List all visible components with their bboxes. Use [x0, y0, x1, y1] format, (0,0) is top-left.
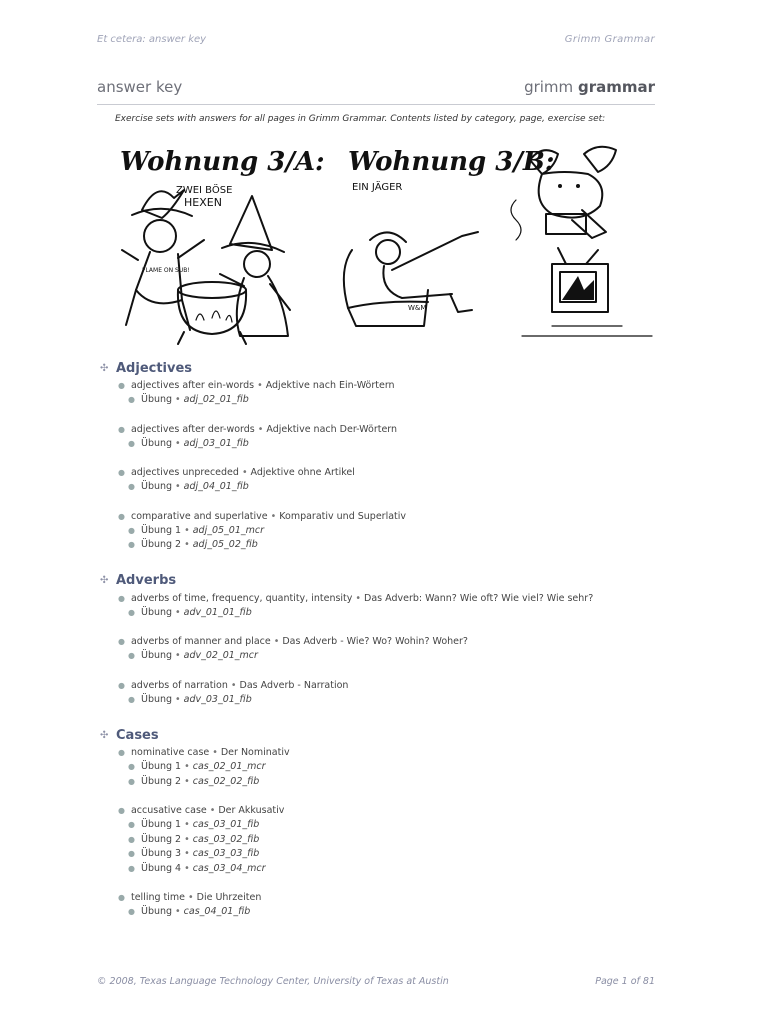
topic-german-link[interactable]: Das Adverb - Narration — [239, 679, 349, 691]
bullet-icon: ● — [128, 820, 135, 829]
separator-dot-icon: • — [175, 606, 181, 618]
separator-dot-icon: • — [184, 833, 190, 845]
topic-line — [118, 803, 656, 818]
bullet-icon: ● — [128, 907, 135, 916]
exercise-item[interactable] — [128, 833, 656, 848]
exercise-label[interactable]: Übung — [140, 650, 173, 661]
bullet-icon: ● — [118, 748, 125, 757]
intro-text: Exercise sets with answers for all pages in Grimm Grammar. Contents listed by category, page, exercise set: — [115, 114, 606, 124]
separator-dot-icon: • — [175, 650, 181, 661]
topic-line — [118, 591, 656, 606]
exercise-label[interactable]: Übung 1 — [140, 819, 182, 830]
exercise-item[interactable] — [128, 862, 656, 877]
artist-signature: W&M — [408, 304, 427, 312]
contents-list — [100, 358, 656, 938]
category-adjectives — [100, 358, 656, 553]
witch-left-drawing — [122, 190, 204, 330]
exercise-item[interactable] — [128, 524, 656, 539]
exercise-code[interactable]: cas_03_04_mcr — [192, 862, 266, 874]
separator-dot-icon: • — [188, 892, 194, 903]
exercise-item[interactable] — [128, 437, 656, 452]
exercise-label[interactable]: Übung — [140, 693, 173, 705]
separator-dot-icon: • — [175, 481, 181, 492]
exercise-code[interactable]: adj_05_01_mcr — [192, 524, 265, 536]
exercise-item[interactable] — [128, 847, 656, 862]
bullet-icon: ● — [128, 834, 135, 844]
bullet-icon: ● — [128, 525, 135, 535]
separator-dot-icon: • — [270, 510, 277, 522]
topic-item — [118, 422, 656, 452]
topic-german-link[interactable]: Der Nominativ — [220, 747, 290, 758]
exercise-code[interactable]: cas_02_02_fib — [192, 775, 260, 787]
category-heading — [100, 725, 656, 745]
topic-english-link[interactable]: comparative and superlative — [130, 510, 268, 522]
copyright-text: © 2008, Texas Language Technology Center, University of Texas at Austin — [97, 976, 449, 987]
topic-line — [118, 509, 656, 524]
topic-german-link[interactable]: Adjektive ohne Artikel — [250, 467, 355, 478]
bullet-icon: ● — [118, 511, 125, 521]
exercise-item[interactable] — [128, 649, 656, 664]
separator-dot-icon: • — [175, 693, 181, 705]
topic-line — [118, 745, 656, 760]
exercise-code[interactable]: cas_03_01_fib — [192, 819, 260, 830]
exercise-item[interactable] — [128, 606, 656, 621]
running-header — [97, 34, 655, 45]
bullet-icon: ● — [128, 776, 135, 786]
exercise-code[interactable]: adv_01_01_fib — [183, 606, 252, 618]
bullet-icon: ● — [128, 651, 135, 660]
topic-english-link[interactable]: adjectives after ein-words — [130, 380, 255, 391]
topic-line — [118, 422, 656, 437]
topic-german-link[interactable]: Das Adverb: Wann? Wie oft? Wie viel? Wie sehr? — [364, 592, 594, 604]
cartoon-illustration — [112, 140, 656, 345]
category-heading — [100, 358, 656, 378]
bullet-icon: ● — [128, 482, 135, 491]
category-cases — [100, 725, 656, 920]
bullet-icon: ● — [118, 468, 125, 477]
exercise-code[interactable]: cas_03_03_fib — [192, 848, 260, 859]
topic-line — [118, 678, 656, 693]
topic-line — [118, 890, 656, 905]
title-bar — [97, 78, 655, 105]
separator-dot-icon: • — [175, 394, 181, 405]
separator-dot-icon: • — [184, 848, 190, 859]
topic-item — [118, 465, 656, 495]
exercise-code[interactable]: adv_02_01_mcr — [183, 650, 258, 661]
separator-dot-icon: • — [230, 679, 237, 691]
category-bullet-icon: ✣ — [100, 729, 109, 741]
topic-english-link[interactable]: adjectives unpreceded — [130, 467, 239, 478]
category-bullet-icon: ✣ — [100, 575, 109, 586]
separator-dot-icon: • — [209, 805, 216, 816]
exercise-code[interactable]: adj_02_01_fib — [183, 394, 249, 405]
exercise-code[interactable]: adj_04_01_fib — [183, 481, 249, 492]
site-title — [524, 78, 655, 96]
topic-german-link[interactable]: Die Uhrzeiten — [196, 892, 262, 903]
separator-dot-icon: • — [184, 524, 190, 536]
page-title: answer key — [97, 78, 183, 96]
topic-item — [118, 378, 656, 408]
exercise-item[interactable] — [128, 775, 656, 790]
exercise-code[interactable]: cas_04_01_fib — [183, 906, 251, 917]
separator-dot-icon: • — [212, 747, 218, 758]
exercise-item[interactable] — [128, 538, 656, 553]
separator-dot-icon: • — [257, 423, 264, 435]
bullet-icon: ● — [118, 893, 125, 902]
witch-right-drawing — [220, 196, 290, 336]
topic-item — [118, 890, 656, 920]
site-title-bold: grammar — [577, 78, 655, 96]
exercise-label[interactable]: Übung — [140, 437, 173, 449]
exercise-label[interactable]: Übung — [140, 906, 173, 917]
exercise-label[interactable]: Übung 2 — [140, 539, 182, 550]
bullet-icon: ● — [118, 637, 125, 646]
separator-dot-icon: • — [273, 636, 280, 647]
exercise-code[interactable]: cas_03_02_fib — [192, 833, 260, 845]
separator-dot-icon: • — [257, 380, 263, 391]
topic-line — [118, 634, 656, 649]
page-number: Page 1 of 81 — [595, 976, 655, 987]
exercise-code[interactable]: adv_03_01_fib — [183, 693, 252, 705]
left-caption-line1: ZWEI BÖSE — [176, 185, 233, 196]
exercise-label[interactable]: Übung 4 — [140, 862, 182, 874]
bullet-icon: ● — [118, 424, 125, 434]
exercise-label[interactable]: Übung — [140, 394, 173, 405]
separator-dot-icon: • — [184, 862, 190, 874]
bullet-icon: ● — [128, 694, 135, 704]
right-panel-heading: Wohnung 3/B: — [348, 147, 555, 177]
topic-item — [118, 591, 656, 621]
exercise-item[interactable] — [128, 393, 656, 408]
separator-dot-icon: • — [355, 592, 362, 604]
topic-german-link[interactable]: Der Akkusativ — [218, 805, 285, 816]
bullet-icon: ● — [128, 395, 135, 404]
exercise-label[interactable]: Übung — [140, 606, 173, 618]
topic-german-link[interactable]: Adjektive nach Der-Wörtern — [266, 423, 398, 435]
topic-english-link[interactable]: adverbs of manner and place — [130, 636, 271, 647]
topic-item — [118, 509, 656, 553]
topic-english-link[interactable]: telling time — [130, 892, 186, 903]
exercise-item[interactable] — [128, 760, 656, 775]
topic-german-link[interactable]: Komparativ und Superlativ — [279, 510, 407, 522]
running-header-right: Grimm Grammar — [564, 34, 655, 45]
topic-line — [118, 378, 656, 393]
topic-item — [118, 678, 656, 708]
topic-line — [118, 465, 656, 480]
category-label[interactable]: Adverbs — [116, 573, 177, 588]
topic-german-link[interactable]: Adjektive nach Ein-Wörtern — [265, 380, 395, 391]
hunter-drawing — [344, 232, 478, 326]
exercise-item[interactable] — [128, 818, 656, 833]
topic-german-link[interactable]: Das Adverb - Wie? Wo? Wohin? Woher? — [282, 636, 468, 647]
bullet-icon: ● — [118, 806, 125, 815]
topic-item — [118, 803, 656, 876]
bullet-icon: ● — [118, 381, 125, 390]
exercise-label[interactable]: Übung — [140, 481, 173, 492]
separator-dot-icon: • — [241, 467, 248, 478]
bullet-icon: ● — [128, 849, 135, 858]
exercise-label[interactable]: Übung 2 — [140, 833, 182, 845]
exercise-code[interactable]: adj_03_01_fib — [183, 437, 249, 449]
page-footer — [97, 976, 655, 987]
topic-english-link[interactable]: adverbs of narration — [130, 679, 228, 691]
bullet-icon: ● — [128, 607, 135, 617]
exercise-code[interactable]: adj_05_02_fib — [192, 539, 258, 550]
site-title-light: grimm — [524, 78, 574, 96]
bullet-icon: ● — [128, 863, 135, 873]
category-adverbs — [100, 571, 656, 708]
category-bullet-icon: ✣ — [100, 362, 109, 374]
category-label[interactable]: Adjectives — [116, 360, 193, 376]
left-caption-line2: HEXEN — [184, 196, 222, 209]
bullet-icon: ● — [128, 540, 135, 549]
topic-english-link[interactable]: accusative case — [130, 805, 207, 816]
bullet-icon: ● — [118, 593, 125, 603]
separator-dot-icon: • — [175, 437, 181, 449]
separator-dot-icon: • — [184, 539, 190, 550]
topic-english-link[interactable]: adverbs of time, frequency, quantity, intensity — [130, 592, 353, 604]
separator-dot-icon: • — [175, 906, 181, 917]
bullet-icon: ● — [128, 438, 135, 448]
bullet-icon: ● — [118, 680, 125, 690]
exercise-label[interactable]: Übung 3 — [140, 848, 182, 859]
exercise-code[interactable]: cas_02_01_mcr — [192, 761, 266, 772]
category-label[interactable]: Cases — [116, 727, 159, 743]
right-caption: EIN JÄGER — [352, 182, 403, 193]
separator-dot-icon: • — [184, 775, 190, 787]
topic-english-link[interactable]: adjectives after der-words — [130, 423, 255, 435]
separator-dot-icon: • — [184, 761, 190, 772]
left-panel-heading: Wohnung 3/A: — [120, 147, 325, 177]
category-heading — [100, 571, 656, 591]
bullet-icon: ● — [128, 762, 135, 771]
television-drawing — [511, 200, 652, 336]
witch-shirt-text: FLAME ON SUB! — [142, 267, 190, 274]
exercise-item[interactable] — [128, 693, 656, 708]
exercise-item[interactable] — [128, 480, 656, 495]
exercise-item[interactable] — [128, 905, 656, 920]
exercise-label[interactable]: Übung 1 — [140, 524, 182, 536]
separator-dot-icon: • — [184, 819, 190, 830]
exercise-label[interactable]: Übung 2 — [140, 775, 182, 787]
topic-item — [118, 745, 656, 789]
topic-english-link[interactable]: nominative case — [130, 747, 210, 758]
topic-item — [118, 634, 656, 664]
exercise-label[interactable]: Übung 1 — [140, 761, 182, 772]
running-header-left: Et cetera: answer key — [97, 34, 207, 45]
